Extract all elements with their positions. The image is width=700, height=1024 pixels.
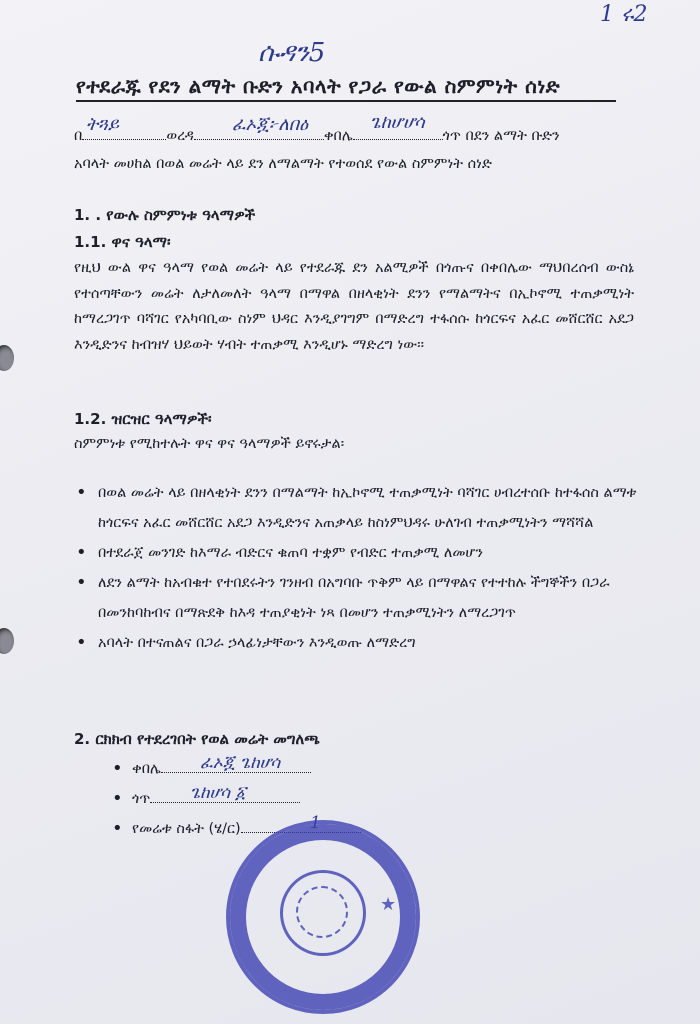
list-item: • በተደራጀ መንገድ ከእማራ ብድርና ቁጠባ ተቋም የብድር ተጠቃሚ ለመሆን	[74, 538, 654, 568]
handwritten-kebele: ፈኦጇ ጌከሆሳ	[200, 753, 281, 773]
list-item: • አባላት በተናጠልና በጋራ ኃላፊነታቸውን እንዲወጡ ለማድረግ	[74, 628, 654, 658]
section-1-2-intro: ስምምነቱ የሚከተሉት ዋና ዋና ዓላማዎች ይኖሩታል፡	[74, 436, 345, 452]
document-title: የተደራጁ የደን ልማት ቡድን አባላት የጋራ የውል ስምምነት ሰነድ	[76, 74, 616, 102]
list-item: • በወል መሬት ላይ በዘላቂነት ደንን በማልማት ከኢኮኖሚ ተጠቃሚነት ባሻገር ሀብረተሰቡ ከተፋሰስ ልማቱ ከጎርፍና አፈር መሸርሸር አደጋ እንዲድንና አጠቃላይ ከስነምህዳሩ ሁለገብ ተጠቃሚነትን ማሻሻል	[74, 478, 654, 538]
intro-line-2: አባላት መሀከል በወል መሬት ላይ ደን ለማልማት የተወሰደ የውል ስምምነት ሰነድ	[74, 156, 492, 172]
page-number: 1 ሩ2	[600, 2, 648, 27]
objectives-list	[74, 478, 654, 658]
official-stamp	[226, 820, 420, 1014]
star-icon: ★	[380, 894, 397, 915]
list-item: • ጎጥ ጌከሆሳ ፩	[110, 784, 430, 814]
handwritten-got: ጌከሆሳ ፩	[190, 783, 246, 803]
section-1-heading: 1. . የውሉ ስምምነቱ ዓላማዎች	[74, 206, 256, 224]
section-1-2-heading: 1.2. ዝርዝር ዓላማዎች፡	[74, 410, 212, 428]
section-1-1-text: የዚህ ውል ዋና ዓላማ የወል መሬት ላይ የተደራጁ ደን አልሚዎች በጎጡና በቀበሌው ማህበረሰብ ውስኔ የተሰጣቸውን መሬት ለታለመለት ዓላማ በማዋል በዘላቂነት ደንን የማልማትና በኢኮኖሚ ተጠቃሚነት ከማረጋገጥ ባሻገር የአካባቢው ስነም ህዳር እንዲያገግም በማድረግ ተፋሰሱ ከጎርፍና አፈር መሸርሸር አደጋ እንዲድንና ከብዝሃ ህይወት ሃብት ተጠቃሚ እንዲሆኑ ማድረግ ነው፡፡	[74, 260, 634, 353]
list-item: • የመሬቱ ስፋት (ሄ/ር) 1	[110, 814, 430, 844]
handwritten-area: 1	[310, 813, 321, 833]
handwritten-region: ትጓይ	[86, 114, 119, 135]
land-description-list	[110, 754, 430, 844]
handwritten-woreda: ፈኦጇ፦ለበዕ	[232, 114, 309, 135]
list-item: • ለደን ልማት ከአብቁተ የተበደሩትን ገንዘብ በአግባቡ ጥቅም ላይ በማዋልና የተተከሉ ችግኞችን በጋራ በመንከባከብና በማጽደቅ ከእዳ ተጠያቂነት ነጻ በመሆን ተጠቃሚነትን ለማረጋገጥ	[74, 568, 654, 628]
punch-hole	[0, 628, 14, 654]
section-1-1-heading: 1.1. ዋና ዓላማ፡	[74, 233, 171, 251]
list-item: • ቀበሌ ፈኦጇ ጌከሆሳ	[110, 754, 430, 784]
emblem-icon	[296, 886, 348, 938]
intro-line-1: በ ወረዳ ቀበሌ ጎጥ በደን ልማት ቡድን	[74, 128, 560, 144]
punch-hole	[0, 345, 14, 371]
handwritten-note: ሱዳን5	[258, 38, 326, 68]
handwritten-kebele: ጌከሆሆሳ	[370, 112, 425, 133]
section-2-heading: 2. ርክክብ የተደረገበት የወል መሬት መግለጫ	[74, 730, 320, 748]
